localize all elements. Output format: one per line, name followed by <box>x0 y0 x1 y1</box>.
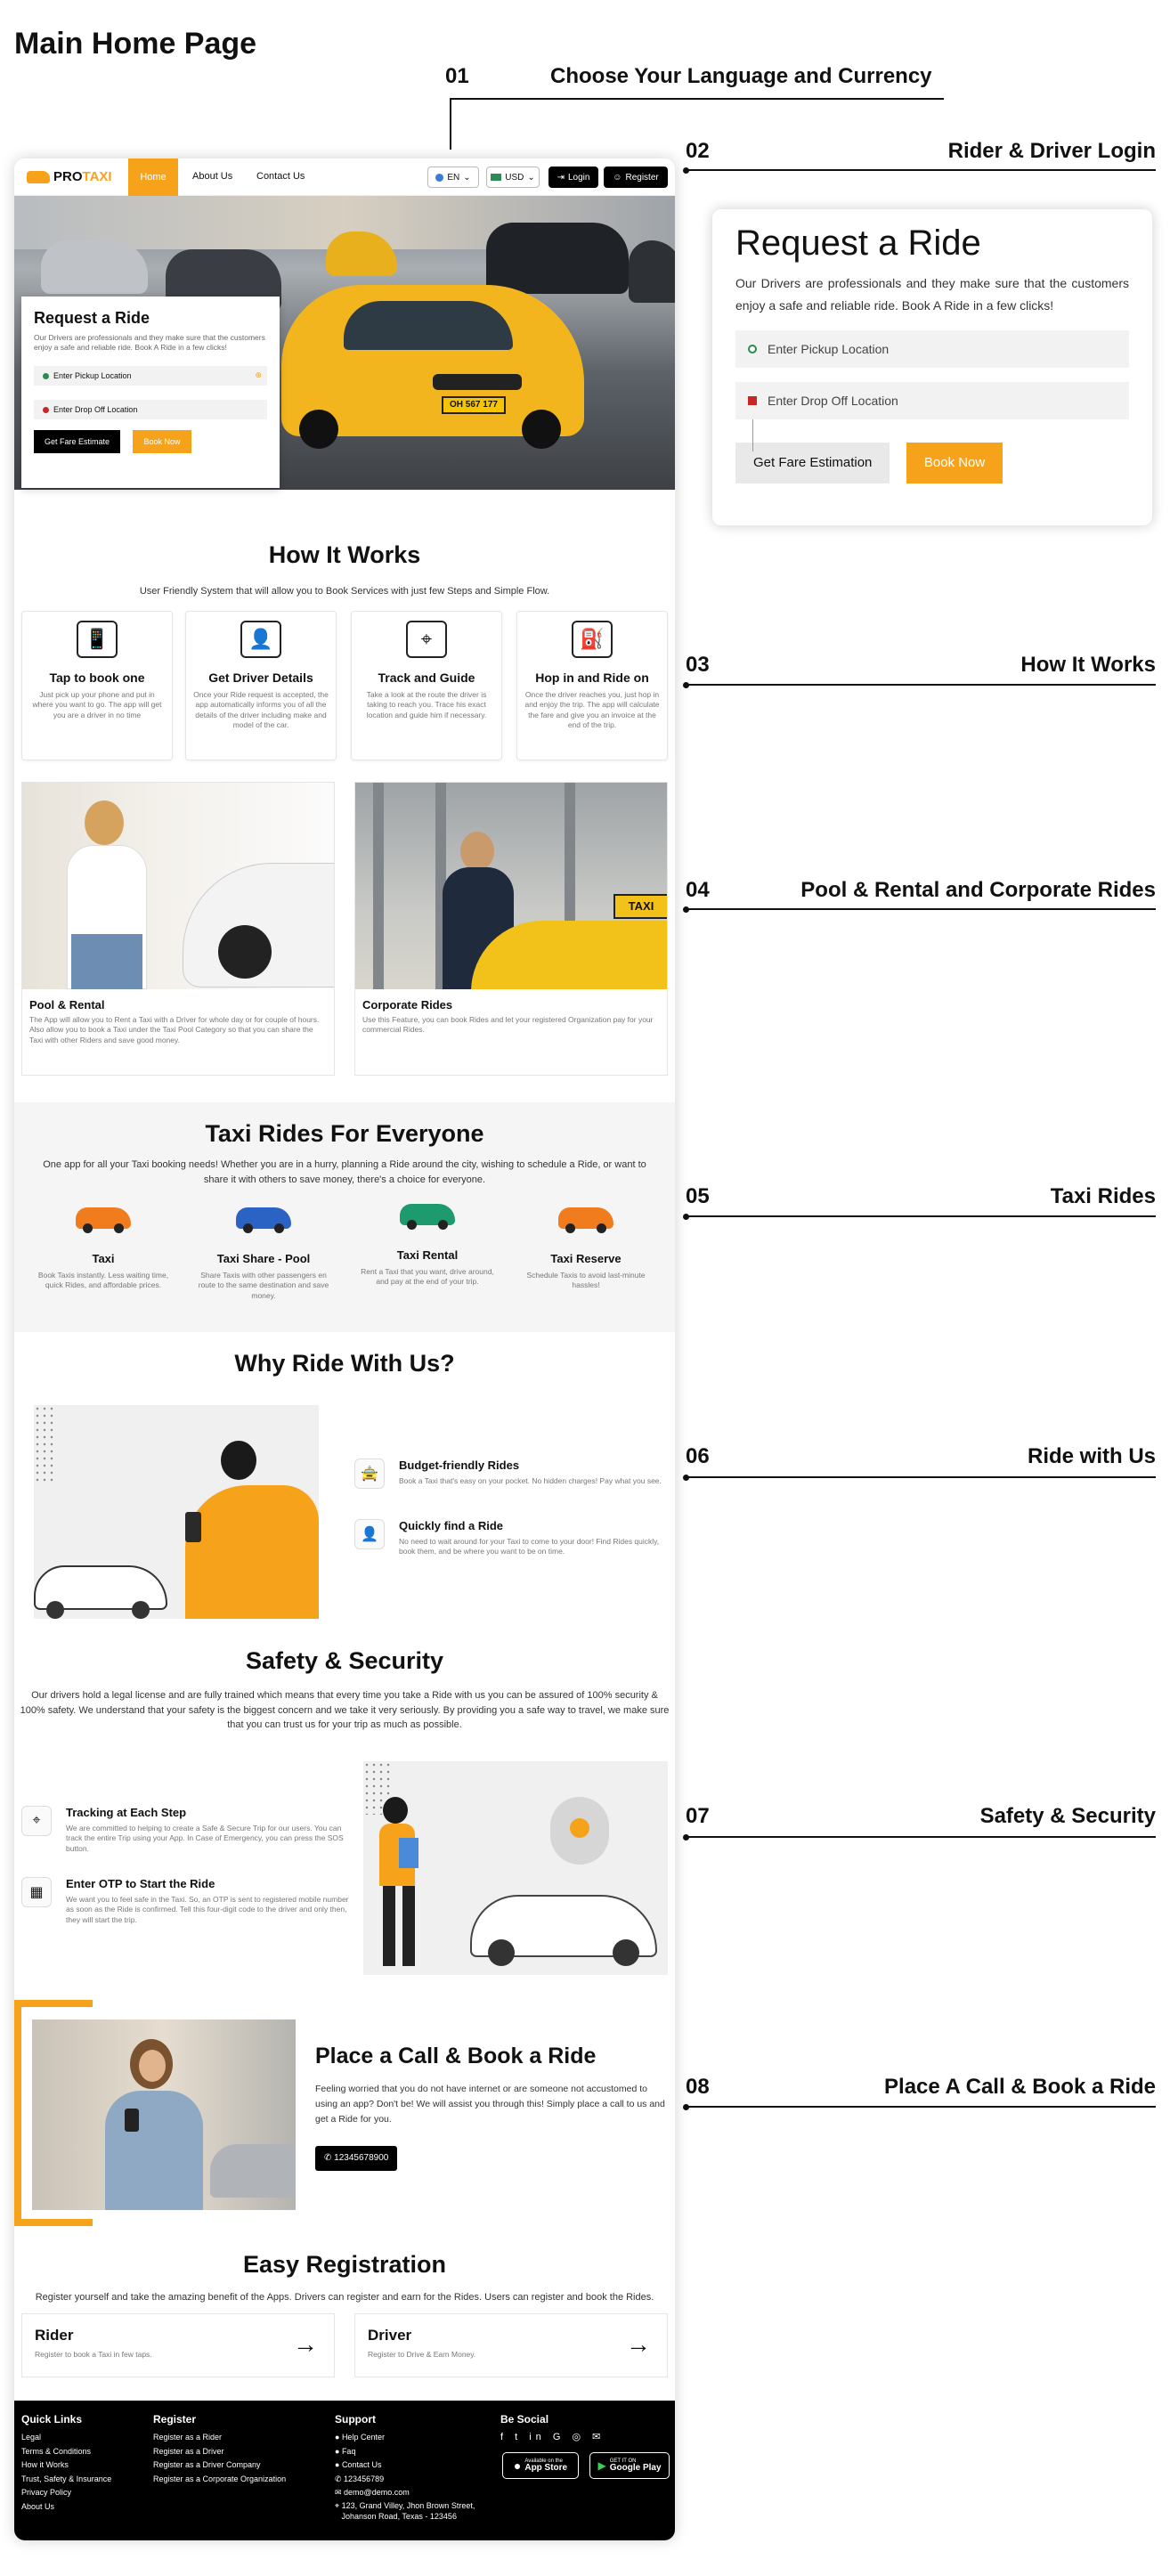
feature-text: Book a Taxi that's easy on your pocket. No hidden charges! Pay what you see. <box>399 1476 662 1485</box>
footer-link[interactable]: Terms & Conditions <box>21 2446 92 2456</box>
currency-value: USD <box>505 172 524 183</box>
annotation-number: 05 <box>686 1184 710 1208</box>
step-title: Hop in and Ride on <box>535 670 649 685</box>
footer-phone[interactable]: ✆ 123456789 <box>335 2474 385 2483</box>
annotation-label: Rider & Driver Login <box>947 139 1156 163</box>
how-it-works-subtitle: User Friendly System that will allow you to Book Services with just few Steps and Simple Flow. <box>139 586 550 597</box>
annotation-number: 07 <box>686 1804 710 1828</box>
step-card <box>21 611 173 760</box>
faq: Faq <box>341 2446 356 2456</box>
play-icon: ▶ <box>597 2459 606 2472</box>
feature-otp <box>21 1877 351 1925</box>
hero-ride-card <box>21 297 280 488</box>
ride-type-text: Share Taxis with other passengers en route to the same destination and save money. <box>198 1271 329 1300</box>
popup-title: Request a Ride <box>735 223 981 263</box>
arrow-right-icon[interactable]: → <box>626 2330 651 2358</box>
step-title: Get Driver Details <box>208 670 313 685</box>
hero-pickup-placeholder: Enter Pickup Location <box>53 370 132 380</box>
ride-type-text: Schedule Taxis to avoid last-minute hassles! <box>526 1271 646 1290</box>
safety-illustration <box>363 1761 668 1975</box>
locate-icon[interactable]: ⊕ <box>255 370 262 380</box>
registration-title: Easy Registration <box>242 2251 447 2278</box>
annotation-number: 01 <box>445 64 469 88</box>
feature-title: Budget-friendly Rides <box>399 1459 520 1472</box>
hero-book-button[interactable]: Book Now <box>133 430 191 453</box>
help-center: Help Center <box>341 2433 385 2442</box>
step-title: Track and Guide <box>378 670 475 685</box>
contact-us: Contact Us <box>341 2460 382 2469</box>
phone-number: 12345678900 <box>334 2153 389 2163</box>
orange-car-icon <box>76 1207 131 1229</box>
rider-register-card[interactable] <box>21 2313 335 2377</box>
footer-link[interactable]: How it Works <box>21 2460 69 2469</box>
call-title: Place a Call & Book a Ride <box>315 2044 597 2068</box>
address-line1: 123, Grand Villey, Jhon Brown Street, <box>341 2500 475 2510</box>
app-store-small: Available on the <box>524 2458 563 2464</box>
language-select[interactable] <box>427 167 479 188</box>
pool-rental-title: Pool & Rental <box>29 998 105 1012</box>
feature-budget <box>354 1459 666 1486</box>
license-plate: OH 567 177 <box>442 396 506 414</box>
step-card <box>516 611 668 760</box>
hero-card-title: Request a Ride <box>34 309 150 327</box>
language-value: EN <box>447 172 460 183</box>
pool-rental-photo <box>22 783 334 989</box>
annotation-label: Taxi Rides <box>1050 1184 1156 1208</box>
feature-title: Tracking at Each Step <box>66 1806 187 1819</box>
feature-title: Enter OTP to Start the Ride <box>66 1877 215 1890</box>
app-store-label: App Store <box>524 2463 568 2473</box>
pickup-placeholder: Enter Pickup Location <box>768 342 890 356</box>
person-icon: 👤 <box>354 1519 385 1549</box>
feature-title: Quickly find a Ride <box>399 1519 504 1532</box>
apple-icon: ● <box>513 2458 522 2473</box>
footer-link[interactable]: Register as a Corporate Organization <box>153 2474 287 2483</box>
taxi-car-illustration <box>281 285 584 436</box>
annotation-label: How It Works <box>1020 653 1156 677</box>
blue-car-icon <box>236 1207 291 1229</box>
globe-icon <box>435 174 443 182</box>
footer-link[interactable]: About Us <box>21 2501 55 2511</box>
navbar <box>14 158 675 196</box>
logo-pro: PRO <box>53 169 83 184</box>
footer-link[interactable]: Register as a Rider <box>153 2433 223 2442</box>
call-text: Feeling worried that you do not have internet or are someone not accustomed to using an app? Don't be! We will assist you through this! Simply place a call to us and get a Ride for you. <box>315 2084 665 2125</box>
footer <box>14 2401 675 2540</box>
login-label: Login <box>567 172 590 183</box>
pool-rental-text: The App will allow you to Rent a Taxi with a Driver for whole day or for couple of hours. Also allow you to book a Taxi under the Taxi Pool Category so that you can share the Taxi with other Riders and save good money. <box>29 1015 320 1044</box>
taxi-roof-sign: TAXI <box>613 894 667 919</box>
footer-heading: Support <box>335 2413 376 2426</box>
google-play-label: Google Play <box>609 2463 662 2473</box>
address-line2: Johanson Road, Texas - 123456 <box>341 2511 457 2521</box>
user-icon: ☺ <box>613 172 622 183</box>
hero-fare-button[interactable]: Get Fare Estimate <box>34 430 120 453</box>
call-photo <box>32 2019 296 2210</box>
currency-select[interactable] <box>486 167 540 188</box>
otp-icon: ▦ <box>21 1877 52 1907</box>
annotation-label: Choose Your Language and Currency <box>550 64 932 88</box>
pickup-dot-icon <box>748 345 757 353</box>
safety-subtitle: Our drivers hold a legal license and are fully trained which means that every time you take a Ride with us you can be assured of 100% security & 100% safety. We understand that your safety is the biggest concern and we take it very seriously. By providing you a safe way to travel, we make sure that you can trust us for your trip as much as possible. <box>20 1690 670 1730</box>
registration-subtitle: Register yourself and take the amazing benefit of the Apps. Drivers can register and earn for the Rides. Users can register and book the Rides. <box>35 2292 654 2303</box>
footer-link[interactable]: Privacy Policy <box>21 2488 72 2497</box>
book-now-button[interactable]: Book Now <box>906 443 1003 484</box>
ride-receipt-icon: ⛽ <box>572 621 613 658</box>
hero-dropoff-field[interactable] <box>34 400 267 419</box>
fare-estimate-button[interactable]: Get Fare Estimation <box>735 443 890 484</box>
logo-car-icon <box>27 171 50 183</box>
arrow-right-icon[interactable]: → <box>293 2330 318 2358</box>
popup-text: Our Drivers are professionals and they make sure that the customers enjoy a safe and reliable ride. Book A Ride in a few clicks! <box>735 276 1129 313</box>
step-text: Take a look at the route the driver is taking to reach you. Trace his exact location and guide him if necessary. <box>366 690 487 719</box>
login-button[interactable] <box>548 167 598 188</box>
annotation-number: 06 <box>686 1444 710 1468</box>
social-icons[interactable]: f t in G ◎ ✉ <box>500 2432 605 2442</box>
annotation-label: Place A Call & Book a Ride <box>884 2075 1156 2099</box>
page-title: Main Home Page <box>14 27 257 61</box>
route-connector <box>752 414 753 451</box>
annotation-number: 03 <box>686 653 710 677</box>
feature-tracking <box>21 1806 351 1854</box>
hero-dropoff-placeholder: Enter Drop Off Location <box>53 404 138 414</box>
ride-type-title: Taxi Share - Pool <box>216 1252 311 1265</box>
dropoff-field[interactable] <box>735 382 1129 419</box>
footer-link[interactable]: Register as a Driver Company <box>153 2460 261 2469</box>
step-card <box>351 611 502 760</box>
request-ride-popup <box>712 209 1152 525</box>
corporate-rides-photo <box>355 783 667 989</box>
driver-icon: 👤 <box>240 621 281 658</box>
footer-register <box>153 2413 286 2486</box>
annotation-number: 02 <box>686 139 710 163</box>
corporate-rides-card[interactable] <box>354 782 668 1076</box>
nav-about[interactable]: About Us <box>192 171 233 182</box>
step-text: Just pick up your phone and put in where you want to go. The app will get you are a driver in no time <box>32 690 162 719</box>
how-it-works-title: How It Works <box>268 541 421 568</box>
nav-home[interactable]: Home <box>128 158 178 196</box>
why-ride-title: Why Ride With Us? <box>234 1350 455 1377</box>
step-text: Once the driver reaches you, just hop in and enjoy the trip. The app will calculate the fare and give you an invoice at the end of the trip. <box>524 690 660 730</box>
corporate-rides-title: Corporate Rides <box>362 998 453 1012</box>
driver-register-card[interactable] <box>354 2313 668 2377</box>
footer-address: ⌖ 123, Grand Villey, Jhon Brown Street, Johanson Road, Texas - 123456 <box>335 2500 475 2521</box>
footer-link[interactable]: Register as a Driver <box>153 2446 224 2456</box>
taxi-rides-title: Taxi Rides For Everyone <box>205 1120 484 1147</box>
pool-rental-card[interactable] <box>21 782 335 1076</box>
ride-type-title: Taxi Rental <box>396 1248 459 1262</box>
step-title: Tap to book one <box>49 670 145 685</box>
footer-link[interactable]: ● Help Center <box>335 2433 385 2442</box>
phone-car-icon: 📱 <box>77 621 118 658</box>
annotation-number: 04 <box>686 878 710 902</box>
register-button[interactable] <box>604 167 668 188</box>
dropoff-placeholder: Enter Drop Off Location <box>768 394 898 408</box>
footer-heading: Be Social <box>500 2413 549 2426</box>
hero-pickup-field[interactable] <box>34 366 267 386</box>
chevron-down-icon: ⌄ <box>527 172 535 183</box>
driver-text: Register to Drive & Earn Money. <box>368 2350 476 2359</box>
annotation-number: 08 <box>686 2075 710 2099</box>
footer-quick-links <box>21 2413 111 2514</box>
dropoff-square-icon <box>748 396 757 405</box>
orange-car-icon <box>558 1207 613 1229</box>
ride-type-text: Rent a Taxi that you want, drive around, and pay at the end of your trip. <box>361 1267 494 1287</box>
money-icon <box>491 174 501 181</box>
footer-support <box>335 2413 475 2522</box>
taxi-rides-subtitle: One app for all your Taxi booking needs! Whether you are in a hurry, planning a Ride around the city, wishing to schedule a Ride, or want to share it with others to save money, there's a choice for everyone. <box>43 1159 646 1185</box>
safety-title: Safety & Security <box>245 1647 444 1674</box>
footer-social <box>500 2413 605 2445</box>
footer-link[interactable]: Legal <box>21 2433 42 2442</box>
call-phone-button[interactable] <box>315 2146 397 2171</box>
corporate-rides-text: Use this Feature, you can book Rides and let your registered Organization pay for your commercial Rides. <box>362 1015 654 1035</box>
main-home-page <box>14 158 675 2540</box>
rider-title: Rider <box>35 2327 74 2344</box>
footer-link[interactable]: Trust, Safety & Insurance <box>21 2474 112 2483</box>
app-store-button[interactable] <box>502 2452 579 2479</box>
footer-link[interactable]: ● Contact Us <box>335 2460 382 2469</box>
register-label: Register <box>625 172 659 183</box>
ride-type-text: Book Taxis instantly. Less waiting time, quick Rides, and affordable prices. <box>37 1271 169 1290</box>
why-ride-illustration <box>34 1405 319 1619</box>
feature-text: We want you to feel safe in the Taxi. So, an OTP is sent to registered mobile number as soon as the Ride is confirmed. Tell this four-digit code to the driver and only then, they will start the trip. <box>66 1895 349 1924</box>
budget-car-icon: 🚖 <box>354 1459 385 1489</box>
hero-card-text: Our Drivers are professionals and they make sure that the customers enjoy a safe and reliable ride. Book A Ride in a few clicks! <box>34 333 265 353</box>
map-pin-icon: ⌖ <box>406 621 447 658</box>
google-play-small: GET IT ON <box>609 2458 637 2464</box>
phone: 123456789 <box>344 2474 385 2483</box>
feature-text: No need to wait around for your Taxi to come to your door! Find Rides quickly, book them, and be where you want to be on time. <box>399 1537 660 1556</box>
annotation-label: Ride with Us <box>1027 1444 1156 1468</box>
chevron-down-icon: ⌄ <box>463 172 471 183</box>
footer-heading: Register <box>153 2413 197 2426</box>
phone-icon: ✆ <box>324 2153 335 2163</box>
feature-quick <box>354 1519 666 1557</box>
ride-type-title: Taxi <box>92 1252 115 1265</box>
annotation-label: Safety & Security <box>979 1804 1156 1828</box>
pickup-field[interactable] <box>735 330 1129 368</box>
green-car-icon <box>400 1204 455 1225</box>
ride-type-title: Taxi Reserve <box>550 1252 622 1265</box>
ride-type-taxi[interactable] <box>32 1207 175 1291</box>
logo-taxi: TAXI <box>82 169 112 184</box>
footer-heading: Quick Links <box>21 2413 83 2426</box>
login-icon: ⇥ <box>557 172 565 183</box>
ride-type-pool[interactable] <box>192 1207 335 1301</box>
annotation-label: Pool & Rental and Corporate Rides <box>800 878 1156 902</box>
nav-contact[interactable]: Contact Us <box>256 171 305 182</box>
footer-link[interactable]: ● Faq <box>335 2446 356 2456</box>
location-icon: ⌖ <box>21 1806 52 1836</box>
footer-email[interactable]: ✉ demo@demo.com <box>335 2488 410 2497</box>
step-card <box>185 611 337 760</box>
logo[interactable] <box>27 169 112 184</box>
step-text: Once your Ride request is accepted, the app automatically informs you of all the details of the driver including make and model of the car. <box>193 690 329 730</box>
driver-title: Driver <box>368 2327 412 2344</box>
google-play-button[interactable] <box>589 2452 670 2479</box>
rider-text: Register to book a Taxi in few taps. <box>35 2350 152 2359</box>
feature-text: We are committed to helping to create a Safe & Secure Trip for our users. You can track the entire Trip using your App. In Case of Emergency, you can press the SOS button. <box>66 1824 344 1853</box>
ride-type-rental[interactable] <box>356 1204 499 1288</box>
ride-type-reserve[interactable] <box>515 1207 657 1291</box>
email: demo@demo.com <box>344 2488 410 2497</box>
